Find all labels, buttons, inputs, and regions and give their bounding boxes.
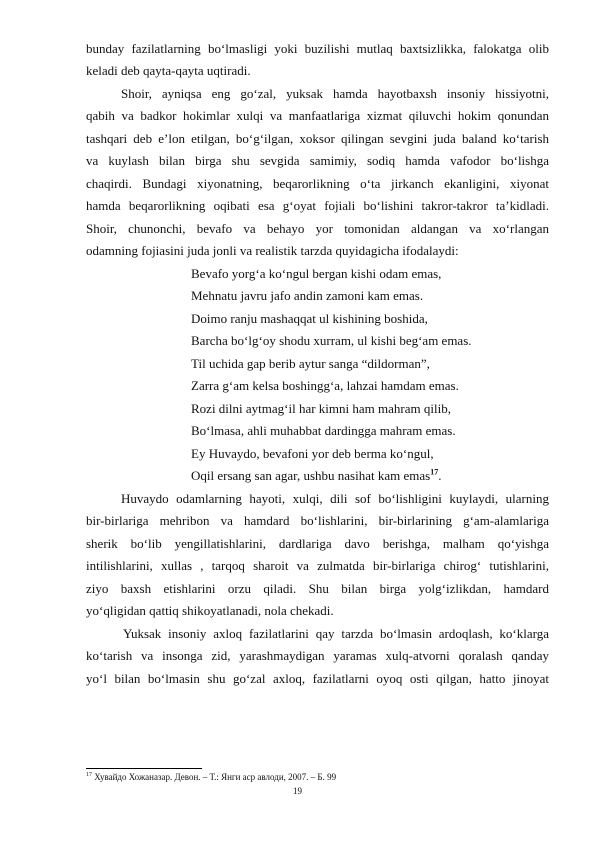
poem-line: Ey Huvaydo, bevafoni yor deb berma koʻngul, bbox=[191, 446, 434, 461]
poem-line-text: Oqil ersang san agar, ushbu nasihat kam emas bbox=[191, 468, 431, 483]
text-line: bir-birlariga mehribon va hamdard boʻlishlarini, bir-birlarining gʻam-alamlariga bbox=[86, 513, 549, 528]
footnote-separator bbox=[86, 768, 202, 769]
text-line: koʻtarish va insonga zid, yarashmaydigan yaramas xulq-atvorni qoralash qanday bbox=[86, 648, 549, 663]
poem-line: Mehnatu javru jafo andin zamoni kam emas. bbox=[191, 288, 424, 303]
text-line: tashqari deb eʼlon etilgan, boʻgʻilgan, xoksor qilingan sevgini juda baland koʻtarish bbox=[86, 131, 549, 146]
page-number: 19 bbox=[293, 786, 302, 796]
text-line: Yuksak insoniy axloq fazilatlarini qay tarzda boʻlmasin ardoqlash, koʻklarga bbox=[123, 626, 549, 641]
text-line: chaqirdi. Bundagi xiyonatning, beqarorlikning oʻta jirkanch ekanligini, xiyonat bbox=[86, 176, 549, 191]
poem-line: Zarra gʻam kelsa boshingg‘a, lahzai hamdam emas. bbox=[191, 378, 459, 393]
text-line: ziyo baxsh etishlarini orzu qiladi. Shu bilan birga yolgʻizlikdan, hamdard bbox=[86, 581, 549, 596]
text-line: bunday fazilatlarning boʻlmasligi yoki buzilishi mutlaq baxtsizlikka, falokatga olib bbox=[86, 41, 549, 56]
text-line: yoʻqligidan qattiq shikoyatlanadi, nola chekadi. bbox=[86, 603, 334, 618]
poem-line: Rozi dilni aytmagʻil har kimni ham mahram qilib, bbox=[191, 401, 451, 416]
poem-line-last bbox=[191, 468, 441, 484]
footnote bbox=[86, 772, 336, 783]
text-line: qabih va badkor hokimlar xulqi va manfaatlariga xizmat qiluvchi hokim qonundan bbox=[86, 108, 549, 123]
poem-line: Barcha boʻlgʻoy shodu xurram, ul kishi beg‘am emas. bbox=[191, 333, 472, 348]
text-line: odamning fojiasini juda jonli va realistik tarzda quyidagicha ifodalaydi: bbox=[86, 243, 459, 258]
text-line: intilishlarini, xullas , tarqoq sharoit va zulmatda bir-birlariga chirogʻ tutishlarini, bbox=[86, 558, 549, 573]
footnote-text: Хувайдо Хожаназар. Девон. – Т.: Янги аср авлоди, 2007. – Б. 99 bbox=[92, 772, 337, 782]
period: . bbox=[438, 468, 442, 483]
text-line: hamda beqarorlikning oqibati esa gʻoyat fojiali boʻlishini takror-takror taʼkidladi. bbox=[86, 198, 549, 213]
text-line: Huvaydo odamlarning hayoti, xulqi, dili sof boʻlishligini kuylaydi, ularning bbox=[121, 491, 549, 506]
poem-line: Til uchida gap berib aytur sanga “dildorman”, bbox=[191, 356, 430, 371]
poem-line: Boʻlmasa, ahli muhabbat dardingga mahram emas. bbox=[191, 423, 456, 438]
text-line: va kuylash bilan birga shu sevgida samimiy, sodiq hamda vafodor boʻlishga bbox=[86, 153, 549, 168]
text-line: Shoir, ayniqsa eng goʻzal, yuksak hamda hayotbaxsh insoniy hissiyotni, bbox=[121, 86, 549, 101]
poem-line: Doimo ranju mashaqqat ul kishining boshida, bbox=[191, 311, 428, 326]
text-line: keladi deb qayta-qayta uqtiradi. bbox=[86, 63, 251, 78]
poem-line: Bevafo yorgʻa koʻngul bergan kishi odam emas, bbox=[191, 266, 442, 281]
footnote-reference: 17 bbox=[430, 467, 439, 477]
footnote-number: 17 bbox=[86, 772, 92, 778]
text-line: Shoir, chunonchi, bevafo va behayo yor tomonidan aldangan va xoʻrlangan bbox=[86, 221, 549, 236]
text-line: sherik boʻlib yengillatishlarini, dardlariga davo berishga, malham qoʻyishga bbox=[86, 536, 549, 551]
text-line: yoʻl bilan boʻlmasin shu goʻzal axloq, fazilatlarni oyoq osti qilgan, hatto jinoyat bbox=[86, 671, 549, 686]
